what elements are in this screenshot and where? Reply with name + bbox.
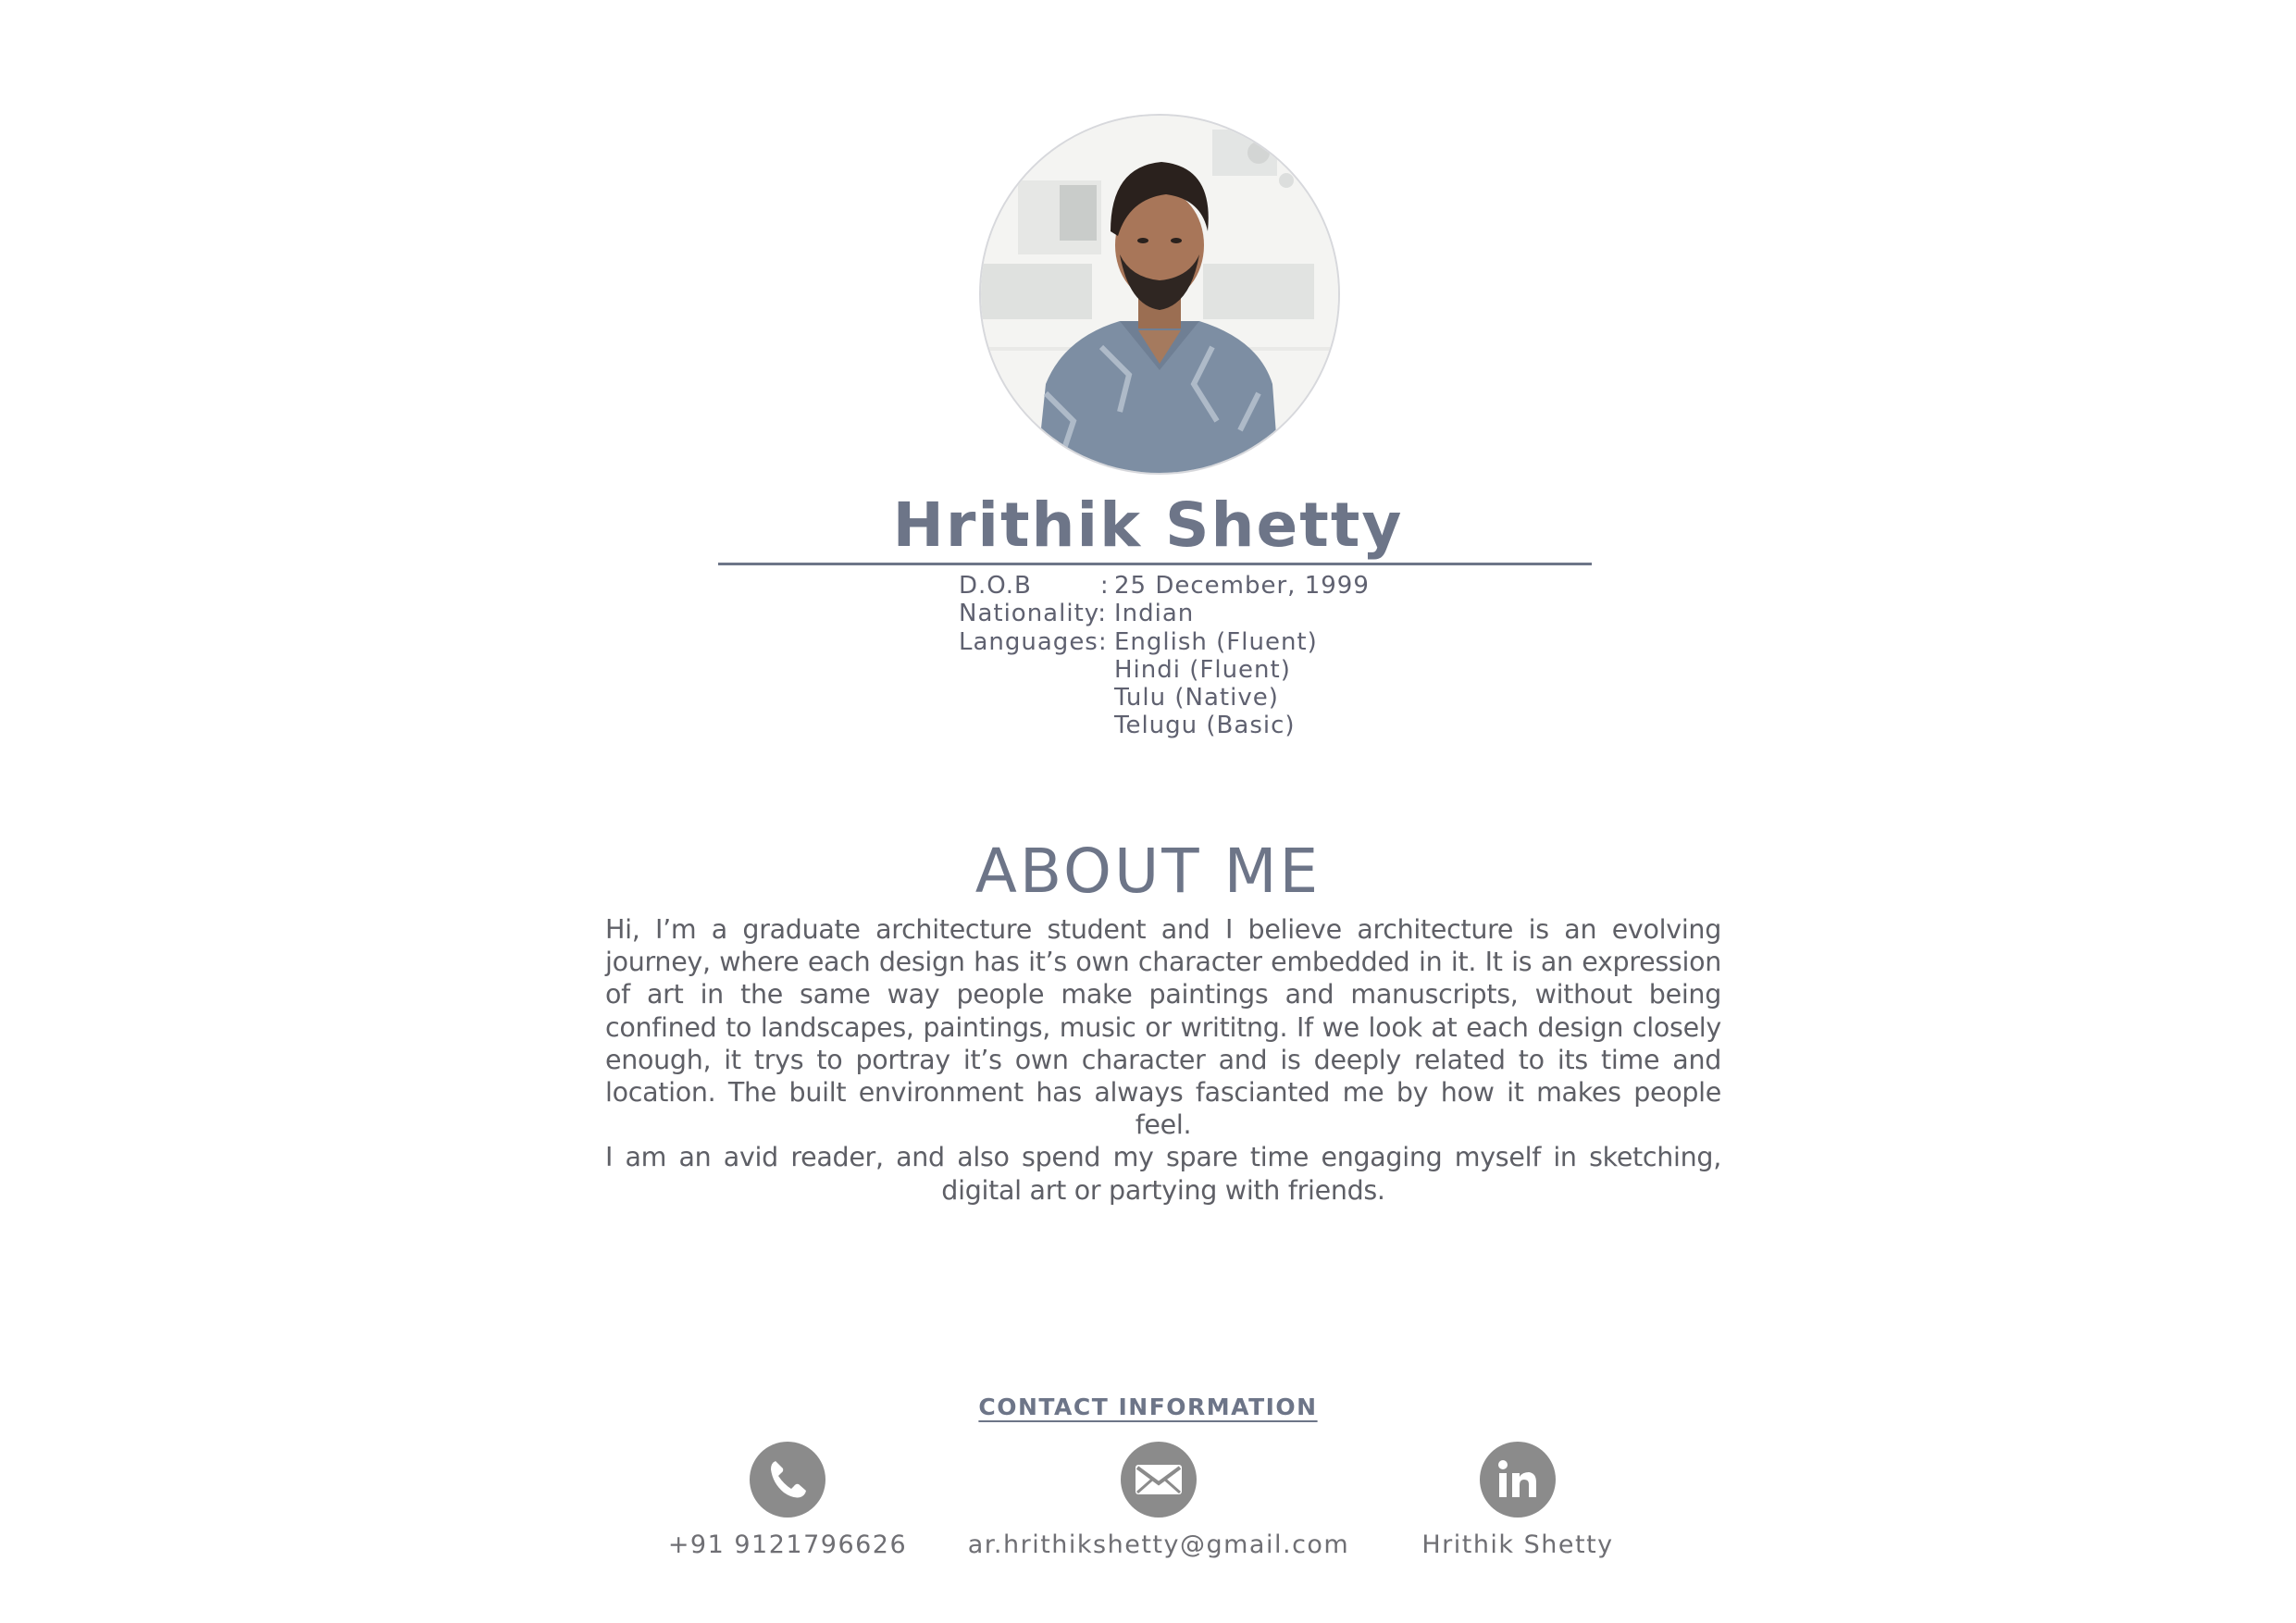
detail-label bbox=[959, 656, 1114, 684]
name-divider bbox=[718, 563, 1592, 565]
detail-label: D.O.B : bbox=[959, 572, 1110, 600]
about-body bbox=[605, 913, 1721, 1207]
personal-details bbox=[959, 572, 1370, 740]
phone-number[interactable]: +91 9121796626 bbox=[667, 1530, 908, 1559]
about-paragraph: I am an avid reader, and also spend my spare time engaging myself in sketching, digital art or partying with friends. bbox=[605, 1142, 1721, 1206]
email-address[interactable]: ar.hrithikshetty@gmail.com bbox=[967, 1530, 1350, 1559]
contact-heading: CONTACT INFORMATION bbox=[978, 1394, 1318, 1420]
portrait-illustration bbox=[981, 116, 1338, 473]
detail-row-dob bbox=[959, 572, 1370, 600]
detail-row-languages bbox=[959, 628, 1370, 656]
detail-value: Indian bbox=[1114, 600, 1195, 628]
detail-value: English (Fluent) bbox=[1114, 627, 1318, 656]
profile-name: Hrithik Shetty bbox=[892, 489, 1404, 561]
about-heading: ABOUT ME bbox=[974, 836, 1322, 907]
detail-value: Hindi (Fluent) bbox=[1114, 655, 1291, 684]
detail-row-language bbox=[959, 656, 1370, 684]
detail-value: Tulu (Native) bbox=[1114, 684, 1279, 712]
detail-row-language bbox=[959, 712, 1370, 739]
detail-value: Telugu (Basic) bbox=[1114, 712, 1296, 740]
linkedin-icon[interactable] bbox=[1480, 1442, 1556, 1518]
linkedin-name[interactable]: Hrithik Shetty bbox=[1421, 1530, 1614, 1559]
detail-label bbox=[959, 712, 1114, 739]
profile-photo bbox=[979, 114, 1340, 475]
detail-row-language bbox=[959, 684, 1370, 712]
envelope-icon[interactable] bbox=[1121, 1442, 1197, 1518]
detail-label bbox=[959, 684, 1114, 712]
phone-icon[interactable] bbox=[750, 1442, 825, 1518]
detail-row-nationality bbox=[959, 600, 1370, 627]
detail-label: Languages: bbox=[959, 627, 1108, 656]
detail-value: 25 December, 1999 bbox=[1114, 572, 1370, 600]
about-paragraph: Hi, I’m a graduate architecture student and I believe architecture is an evolving journey, where each design has it’s own character embedded in it. It is an expression of art in the same way people make paintings and manuscripts, without being confined to landscapes, paintings, music or writitng. If we look at each design closely enough, it trys to portray it’s own character and is deeply related to its time and location. The built environment has always fascianted me by how it makes people feel. bbox=[605, 914, 1721, 1141]
detail-label: Nationality: bbox=[959, 600, 1108, 628]
contact-linkedin[interactable] bbox=[1296, 1442, 1740, 1559]
